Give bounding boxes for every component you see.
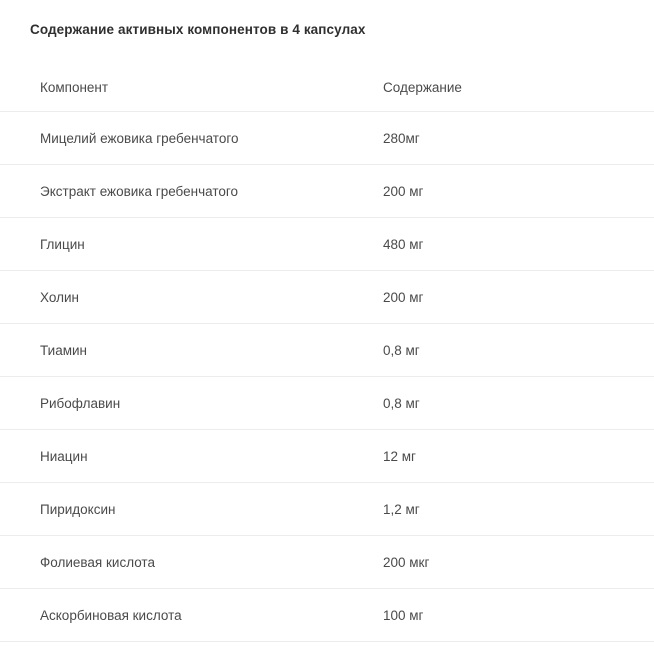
table-row [0,589,654,642]
table-row [0,377,654,430]
table-header-row [0,63,654,112]
cell-amount: 0,8 мг [383,324,654,377]
cell-amount: 0,8 мг [383,377,654,430]
cell-component: Пиридоксин [0,483,383,536]
cell-amount: 280мг [383,112,654,165]
table-row [0,324,654,377]
table-row [0,271,654,324]
cell-amount: 200 мг [383,271,654,324]
table-row [0,536,654,589]
cell-component: Аскорбиновая кислота [0,589,383,642]
cell-component: Рибофлавин [0,377,383,430]
column-header-component: Компонент [0,63,383,112]
cell-amount: 200 мкг [383,536,654,589]
cell-amount: 480 мг [383,218,654,271]
table-header [0,63,654,112]
table-row [0,430,654,483]
cell-component: Мицелий ежовика гребенчатого [0,112,383,165]
cell-component: Ниацин [0,430,383,483]
page-title: Содержание активных компонентов в 4 капсулах [30,22,366,37]
table-row [0,112,654,165]
cell-component: Глицин [0,218,383,271]
table-row [0,165,654,218]
ingredients-table [0,63,654,642]
column-header-amount: Содержание [383,63,654,112]
cell-component: Тиамин [0,324,383,377]
cell-amount: 200 мг [383,165,654,218]
table-body [0,112,654,642]
table-row [0,218,654,271]
cell-component: Холин [0,271,383,324]
cell-amount: 12 мг [383,430,654,483]
cell-amount: 100 мг [383,589,654,642]
cell-component: Фолиевая кислота [0,536,383,589]
cell-amount: 1,2 мг [383,483,654,536]
cell-component: Экстракт ежовика гребенчатого [0,165,383,218]
table-row [0,483,654,536]
